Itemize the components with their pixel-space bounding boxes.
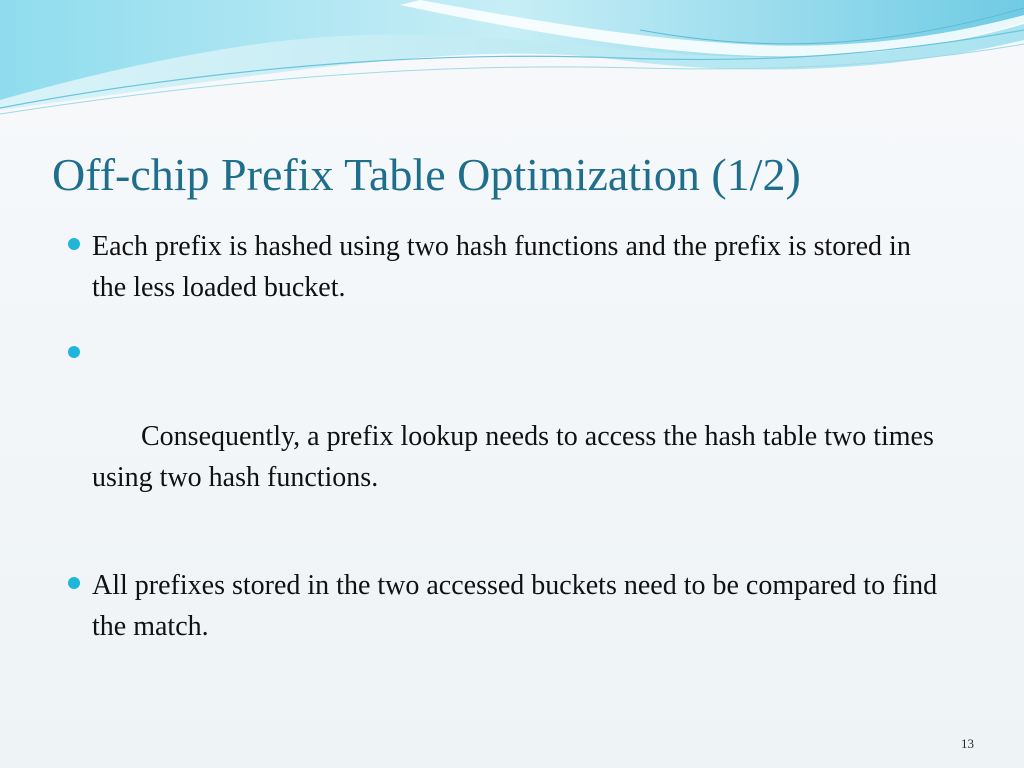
bullet-item (62, 565, 942, 647)
bullet-dot-icon (68, 346, 80, 358)
bullet-text: Consequently, a prefix lookup needs to access the hash table two times using two hash functions. (92, 421, 941, 493)
bullet-list (62, 226, 942, 673)
bullet-item (62, 334, 942, 539)
bullet-dot-icon (68, 238, 80, 250)
bullet-dot-icon (68, 577, 80, 589)
header-wave-decoration (0, 0, 1024, 130)
slide-title: Off-chip Prefix Table Optimization (1/2) (52, 149, 801, 200)
bullet-item (62, 226, 942, 308)
page-number: 13 (961, 736, 974, 751)
bullet-text: All prefixes stored in the two accessed buckets need to be compared to find the match. (92, 570, 938, 642)
bullet-text: Each prefix is hashed using two hash functions and the prefix is stored in the less loaded bucket. (92, 231, 911, 303)
